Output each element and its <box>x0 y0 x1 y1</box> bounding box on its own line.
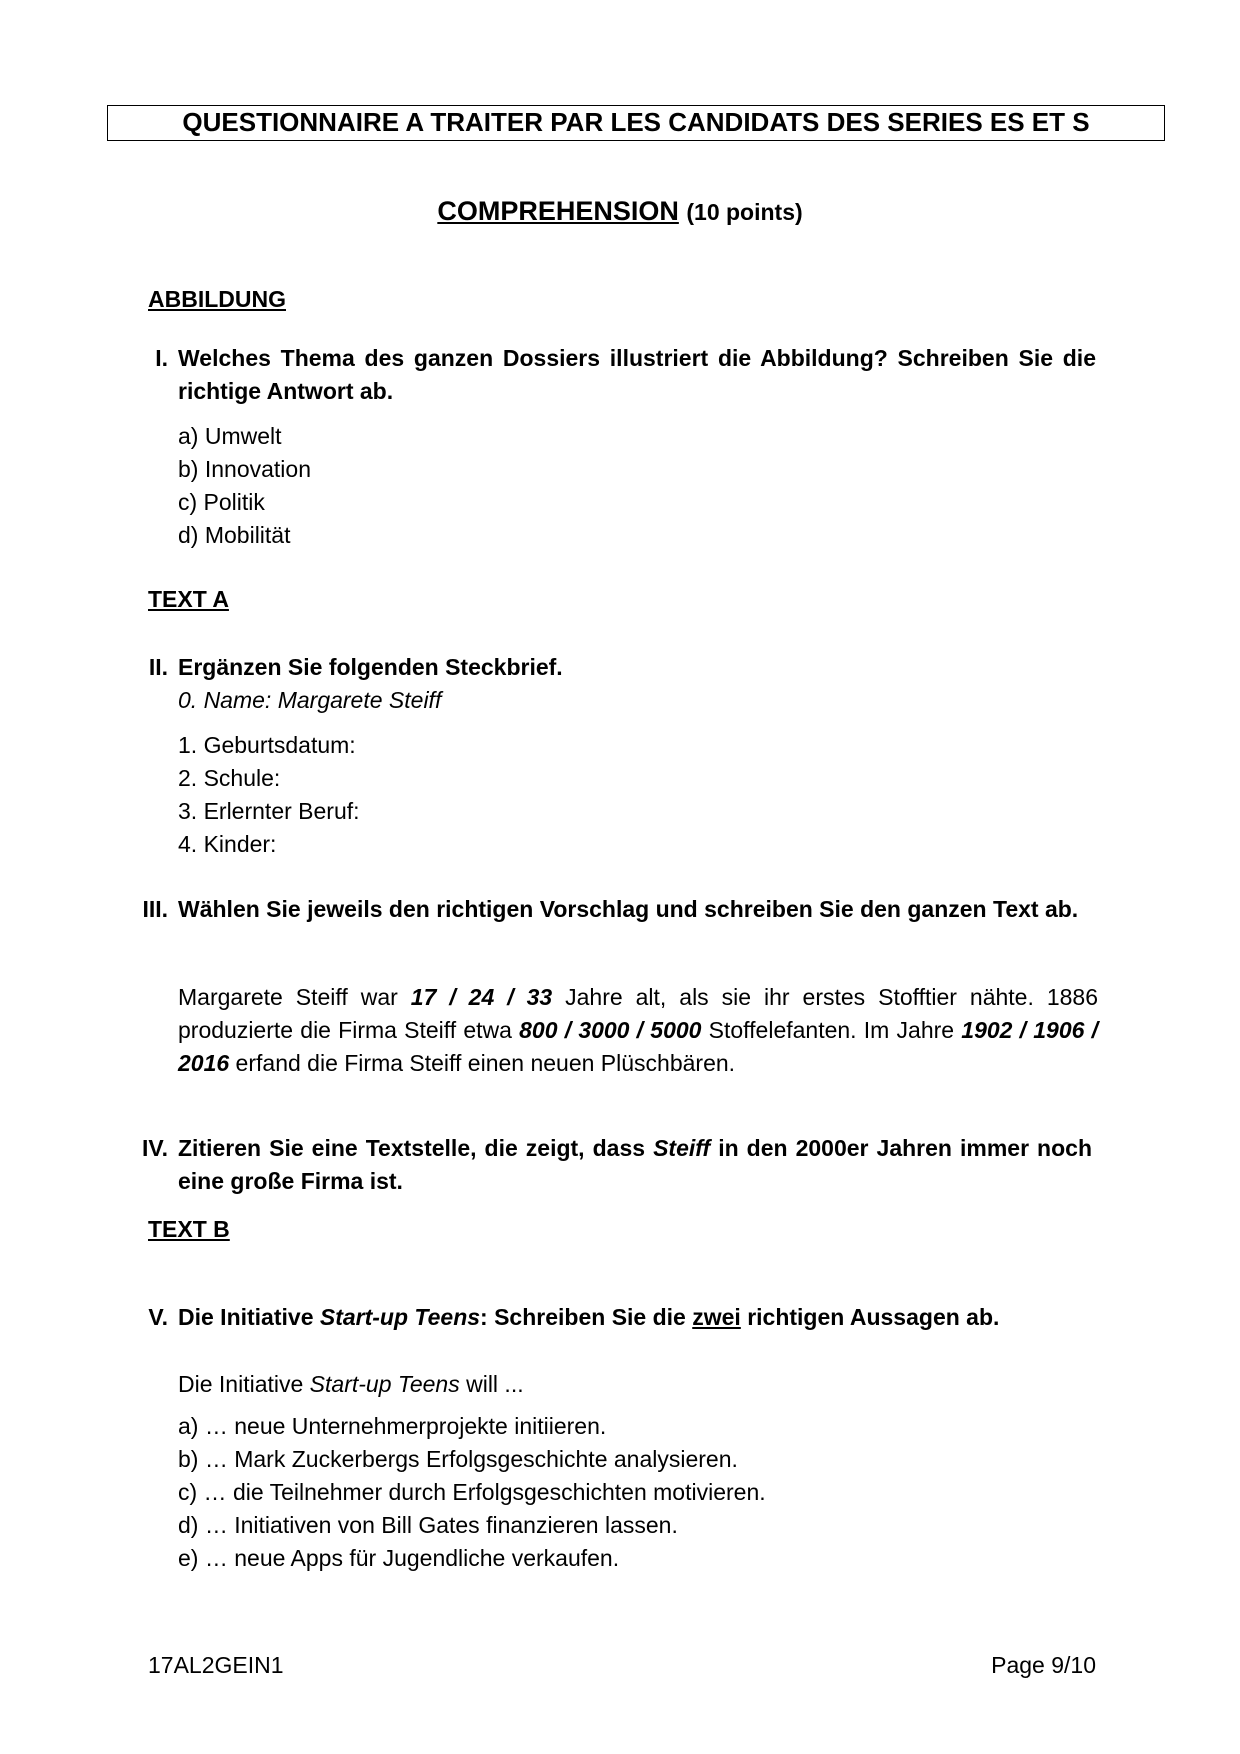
question-2-text: Ergänzen Sie folgenden Steckbrief. <box>178 654 563 680</box>
questionnaire-banner: QUESTIONNAIRE A TRAITER PAR LES CANDIDATS DES SERIES ES ET S <box>107 105 1165 141</box>
paragraph-part: erfand die Firma Steiff einen neuen Plüschbären. <box>229 1050 736 1076</box>
initiative-name: Start-up Teens <box>319 1304 481 1330</box>
question-3-number: III. <box>142 896 168 922</box>
comprehension-title <box>0 196 1240 227</box>
paragraph-part: Margarete Steiff war <box>178 984 411 1010</box>
question-4-text <box>178 1132 1092 1198</box>
question-3-text: Wählen Sie jeweils den richtigen Vorschlag und schreiben Sie den ganzen Text ab. <box>178 896 1079 922</box>
question-1-options <box>178 420 311 552</box>
question-2-number: II. <box>148 654 168 680</box>
steckbrief-item: 3. Erlernter Beruf: <box>178 798 360 824</box>
statement-c: c) … die Teilnehmer durch Erfolgsgeschichten motivieren. <box>178 1479 766 1505</box>
option-b: b) Innovation <box>178 456 311 482</box>
steckbrief-item: 2. Schule: <box>178 765 281 791</box>
statement-a: a) … neue Unternehmerprojekte initiieren. <box>178 1413 607 1439</box>
footer-page-number: Page 9/10 <box>991 1652 1096 1678</box>
section-abbildung: ABBILDUNG <box>148 286 286 312</box>
question-1-number: I. <box>155 345 168 371</box>
question-5-intro <box>178 1368 524 1401</box>
question-5-text <box>178 1301 1092 1334</box>
question-5-part: : Schreiben Sie die <box>480 1304 693 1330</box>
comprehension-heading: COMPREHENSION <box>437 196 679 226</box>
question-3-paragraph <box>178 981 1098 1080</box>
footer-code: 17AL2GEIN1 <box>148 1652 284 1678</box>
comprehension-points: (10 points) <box>686 199 803 225</box>
statement-b: b) … Mark Zuckerbergs Erfolgsgeschichte analysieren. <box>178 1446 738 1472</box>
section-text-b: TEXT B <box>148 1216 230 1242</box>
question-4-number: IV. <box>141 1135 168 1161</box>
choice-year: 1902 / 1906 / 2016 <box>178 1017 1099 1076</box>
statement-d: d) … Initiativen von Bill Gates finanzieren lassen. <box>178 1512 678 1538</box>
question-5-part: richtigen Aussagen ab. <box>740 1304 1000 1330</box>
steckbrief-item: 1. Geburtsdatum: <box>178 732 356 758</box>
question-1-text: Welches Thema des ganzen Dossiers illustriert die Abbildung? Schreiben Sie die richtige Antwort ab. <box>178 345 1096 404</box>
question-4-steiff: Steiff <box>653 1135 711 1161</box>
emphasis-zwei: zwei <box>692 1304 741 1330</box>
intro-part: Die Initiative <box>178 1371 310 1397</box>
question-5-options <box>178 1410 766 1575</box>
intro-initiative: Start-up Teens <box>309 1371 460 1397</box>
question-4-part: Zitieren Sie eine Textstelle, die zeigt, dass <box>178 1135 654 1161</box>
question-5-number: V. <box>148 1304 168 1330</box>
choice-age: 17 / 24 / 33 <box>410 984 553 1010</box>
option-c: c) Politik <box>178 489 265 515</box>
statement-e: e) … neue Apps für Jugendliche verkaufen. <box>178 1545 620 1571</box>
steckbrief-item: 4. Kinder: <box>178 831 277 857</box>
steckbrief-items <box>178 729 360 861</box>
choice-elephants: 800 / 3000 / 5000 <box>519 1017 702 1043</box>
steckbrief-example: 0. Name: Margarete Steiff <box>178 687 442 713</box>
section-text-a: TEXT A <box>148 586 229 612</box>
intro-part: will ... <box>459 1371 524 1397</box>
option-d: d) Mobilität <box>178 522 291 548</box>
paragraph-part: Jahre alt, als sie ihr erstes Stofftier nähte. 1886 produzierte die Firma Steiff etwa <box>178 984 1098 1043</box>
question-4-part: in den 2000er Jahren immer noch eine große Firma ist. <box>178 1135 1092 1194</box>
question-5-part: Die Initiative <box>178 1304 320 1330</box>
paragraph-part: Stoffelefanten. Im Jahre <box>701 1017 962 1043</box>
option-a: a) Umwelt <box>178 423 282 449</box>
